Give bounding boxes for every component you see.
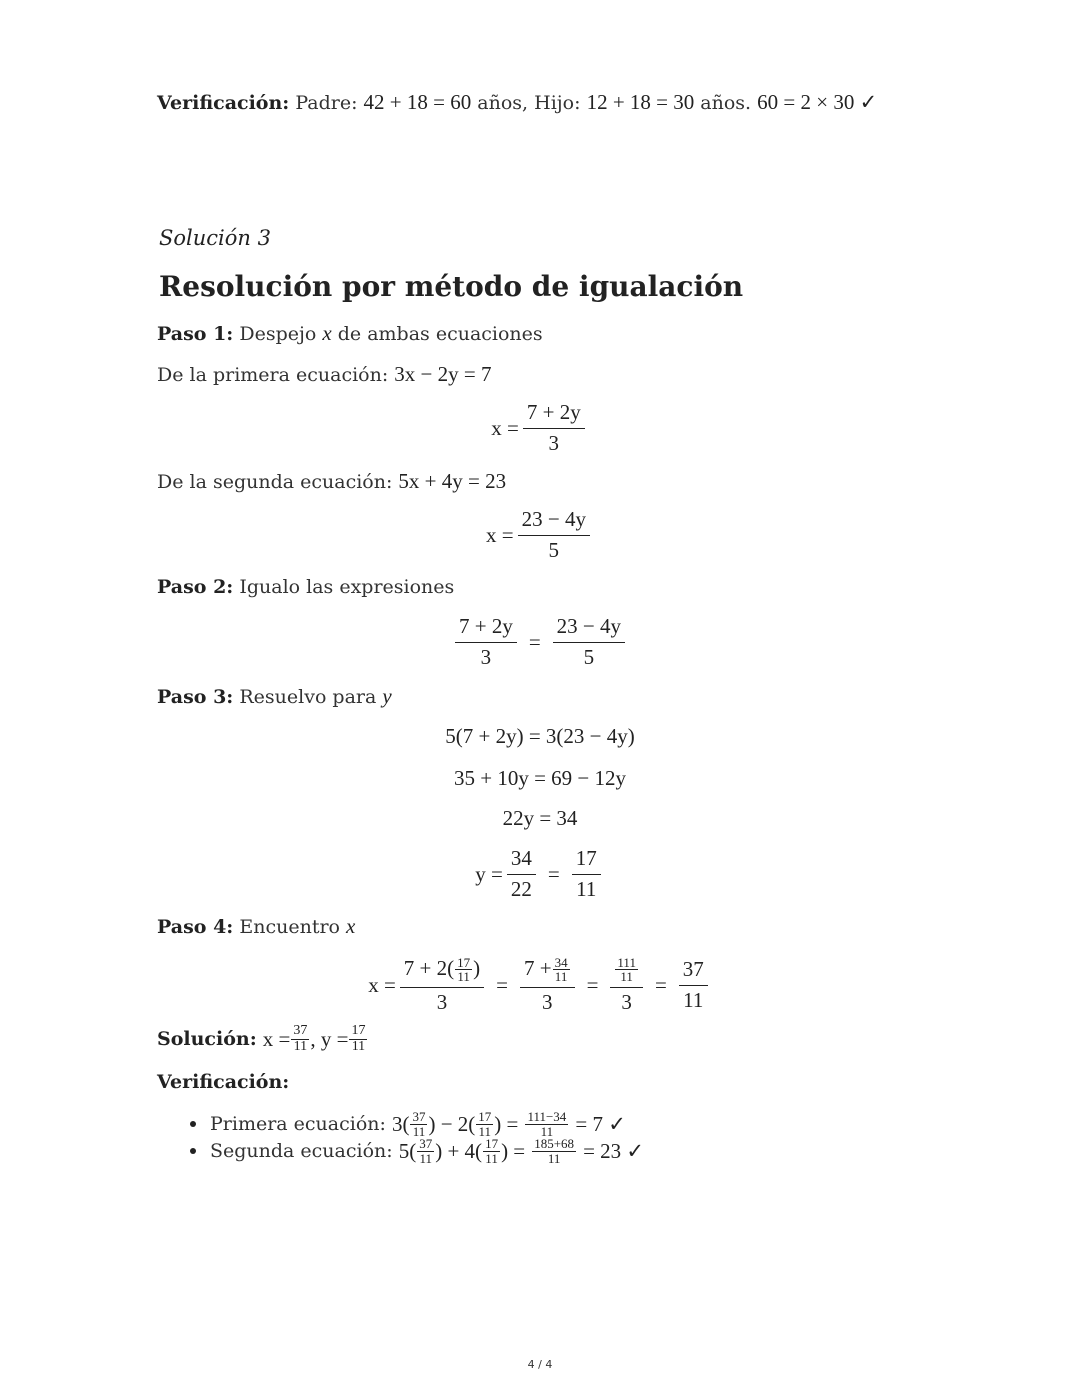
step3-line — [157, 684, 392, 709]
eq1-label: De la primera ecuación: — [157, 364, 389, 386]
step1-label: Paso 1: — [157, 323, 234, 345]
step4-fraction-a — [400, 956, 484, 1014]
eq2-display — [0, 507, 1080, 563]
step4-fraction-c — [610, 956, 643, 1014]
solution-x-num: 37 — [293, 1022, 308, 1038]
verif-b1-b: ) − 2( — [428, 1111, 476, 1136]
step4-eq-1: = — [496, 972, 508, 997]
step2-left-fraction — [455, 615, 517, 668]
eq1-expr: 3x − 2y = 7 — [394, 362, 492, 386]
verification-bullet-2 — [190, 1137, 644, 1165]
step4-display — [0, 954, 1080, 1016]
verif-b1-text: Primera ecuación: — [210, 1113, 386, 1135]
solution-y-den: 11 — [351, 1038, 366, 1054]
verif-b2-text: Segunda ecuación: — [210, 1140, 393, 1162]
eq1-fraction — [523, 401, 585, 454]
step3-text: Resuelvo para — [239, 686, 377, 708]
step3-fraction-2 — [572, 847, 601, 900]
step1-line — [157, 321, 543, 346]
verification-heading — [157, 1071, 289, 1093]
step3-var: y — [382, 684, 392, 708]
hijo-label: Hijo: — [534, 92, 581, 114]
step4-eq-2: = — [586, 972, 599, 997]
solution-y-lhs: , y = — [310, 1026, 349, 1051]
step4-label: Paso 4: — [157, 916, 234, 938]
verif-b2-bd: 11 — [485, 1150, 498, 1166]
verif-b1-a: 3( — [391, 1111, 410, 1136]
eq1-display — [0, 400, 1080, 456]
bullet-icon — [190, 1148, 196, 1154]
step2-text: Igualo las expresiones — [239, 576, 455, 598]
step4-var: x — [346, 914, 356, 938]
step4-b-sn: 34 — [554, 954, 568, 970]
verif-b2-frac-res — [532, 1137, 576, 1165]
eq2-lhs: x = — [486, 522, 514, 547]
solution-x-lhs: x = — [262, 1026, 291, 1051]
step4-d-num: 37 — [679, 958, 708, 985]
step1-text: Despejo — [239, 323, 317, 345]
step1-var: x — [322, 321, 332, 345]
step2-label: Paso 2: — [157, 576, 234, 598]
step4-a-small-fraction — [455, 956, 472, 984]
step4-b-sd: 11 — [554, 969, 568, 985]
step4-c-den: 3 — [621, 990, 632, 1015]
step4-b-small-fraction — [553, 956, 570, 984]
step3-f2-den: 11 — [576, 876, 597, 901]
step2-line — [157, 576, 454, 598]
step4-fraction-b — [520, 956, 575, 1014]
step2-display — [0, 614, 1080, 670]
verif-b1-bn: 17 — [478, 1108, 492, 1124]
step4-b-pre: 7 + — [523, 955, 552, 980]
verification-bullet-1 — [190, 1110, 626, 1138]
step4-a-sd: 11 — [457, 969, 470, 985]
solution-line — [157, 1024, 368, 1054]
solution3-label: Solución 3 — [159, 226, 271, 250]
step3-line4 — [0, 846, 1080, 902]
bullet-icon — [190, 1121, 196, 1127]
step3-label: Paso 3: — [157, 686, 234, 708]
step3-fraction-1 — [507, 847, 536, 900]
step4-fraction-d — [679, 958, 708, 1011]
verif-b2-b: ) + 4( — [435, 1138, 483, 1163]
step3-line2: 35 + 10y = 69 − 12y — [453, 765, 627, 790]
eq2-label: De la segunda ecuación: — [157, 471, 393, 493]
verif-b2-fn: 185+68 — [534, 1135, 575, 1151]
step2-r-den: 5 — [583, 644, 595, 669]
step1-text2: de ambas ecuaciones — [337, 323, 543, 345]
step4-a-post: ) — [473, 955, 481, 980]
step4-d-den: 11 — [683, 987, 704, 1012]
padre-label: Padre: — [295, 92, 358, 114]
step3-y-lhs: y = — [475, 861, 503, 886]
verif-b1-frac-a — [410, 1110, 427, 1138]
verif-b2-a: 5( — [398, 1138, 417, 1163]
step4-c-small-fraction — [615, 956, 638, 984]
verif-b1-ad: 11 — [412, 1123, 426, 1139]
step2-l-num: 7 + 2y — [455, 615, 517, 642]
step2-r-num: 23 − 4y — [553, 615, 625, 642]
step4-a-den: 3 — [436, 990, 448, 1015]
step4-eq-3: = — [654, 972, 667, 997]
verif-b2-ad: 11 — [419, 1150, 432, 1166]
padre-expr: 42 + 18 = 60 — [363, 90, 472, 114]
verif-b1-bd: 11 — [478, 1123, 492, 1139]
step4-text: Encuentro — [239, 916, 340, 938]
verif-b2-an: 37 — [419, 1135, 433, 1151]
eq2-line — [157, 469, 506, 494]
verification-label: Verificación: — [157, 1071, 290, 1093]
solution-x-den: 11 — [293, 1038, 308, 1054]
page-title: Resolución por método de igualación — [159, 270, 744, 303]
solution-x-fraction — [291, 1024, 309, 1054]
verif-b1-frac-b — [476, 1110, 493, 1138]
solution-y-fraction — [349, 1024, 367, 1054]
step3-f1-num: 34 — [507, 847, 536, 874]
step4-a-pre: 7 + 2( — [403, 955, 455, 980]
verif-b1-frac-res — [525, 1110, 568, 1138]
check-expr: 60 = 2 × 30 ✓ — [757, 90, 878, 114]
step2-right-fraction — [553, 615, 625, 668]
step4-line — [157, 914, 355, 939]
step4-b-den: 3 — [542, 990, 553, 1015]
step3-eq: = — [547, 861, 560, 886]
step4-a-sn: 17 — [457, 954, 471, 970]
step3-line1: 5(7 + 2y) = 3(23 − 4y) — [445, 723, 635, 748]
eq1-num: 7 + 2y — [523, 401, 585, 428]
step3-line3: 22y = 34 — [502, 805, 578, 830]
verif-b1-an: 37 — [412, 1108, 426, 1124]
step3-f2-num: 17 — [572, 847, 601, 874]
eq1-den: 3 — [548, 430, 560, 455]
verif-b2-frac-a — [417, 1137, 434, 1165]
verification-prev-line — [157, 90, 877, 115]
step2-eq: = — [528, 629, 541, 654]
eq2-fraction — [518, 508, 590, 561]
verif-b1-fd: 11 — [540, 1123, 554, 1139]
verif-b2-c: ) = — [501, 1138, 526, 1163]
verif-b1-c: ) = — [494, 1111, 519, 1136]
step4-c-num — [610, 956, 643, 988]
eq2-num: 23 − 4y — [518, 508, 590, 535]
solution-label: Solución: — [157, 1028, 257, 1050]
page-number: 4 / 4 — [527, 1357, 553, 1371]
step4-b-num — [520, 956, 575, 988]
step2-l-den: 3 — [480, 644, 492, 669]
verif-b2-bn: 17 — [485, 1135, 499, 1151]
solution-y-num: 17 — [351, 1022, 366, 1038]
eq2-den: 5 — [548, 537, 560, 562]
eq1-lhs: x = — [491, 415, 519, 440]
verif-b2-res: = 23 ✓ — [583, 1138, 645, 1163]
step3-f1-den: 22 — [510, 876, 532, 901]
hijo-expr: 12 + 18 = 30 — [586, 90, 695, 114]
verification-prev-label: Verificación: — [157, 92, 290, 114]
verif-b1-res: = 7 ✓ — [575, 1111, 626, 1136]
step4-lhs: x = — [368, 972, 396, 997]
step4-a-num — [400, 956, 484, 988]
verif-b2-frac-b — [483, 1137, 500, 1165]
eq1-line — [157, 362, 491, 387]
anos-1: años, — [477, 92, 529, 114]
step4-c-sd: 11 — [620, 969, 633, 985]
verif-b1-fn: 111−34 — [527, 1108, 567, 1124]
eq2-expr: 5x + 4y = 23 — [398, 469, 507, 493]
step4-c-sn: 111 — [617, 954, 636, 970]
verif-b2-fd: 11 — [547, 1150, 561, 1166]
anos-2: años. — [700, 92, 752, 114]
